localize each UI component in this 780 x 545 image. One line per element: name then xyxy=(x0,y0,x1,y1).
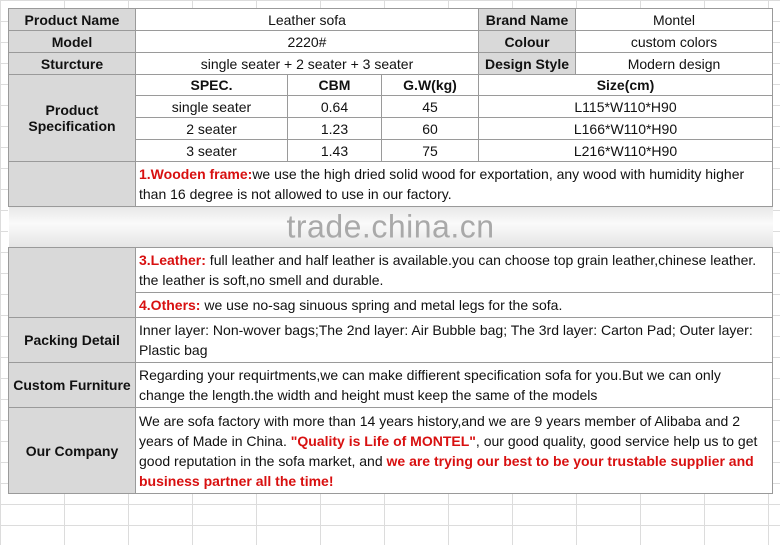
cbm-column-header: CBM xyxy=(288,75,382,96)
packing-detail-label: Packing Detail xyxy=(9,318,136,363)
features-label-cell xyxy=(9,162,136,207)
row-company xyxy=(9,408,773,494)
company-text-part-2: , our good quality, good service help us to get good reputation in the sofa market, and xyxy=(139,432,758,469)
product-specification-label: Product Specification xyxy=(9,75,136,162)
row-product-name xyxy=(9,9,773,31)
others-text xyxy=(136,293,773,318)
others-title: 4.Others: xyxy=(139,297,201,313)
spec-cell: 2 seater xyxy=(136,118,288,140)
cbm-cell: 0.64 xyxy=(288,96,382,118)
cbm-cell: 1.23 xyxy=(288,118,382,140)
size-cell: L115*W110*H90 xyxy=(479,96,773,118)
spec-header-row xyxy=(9,75,773,96)
gw-cell: 60 xyxy=(382,118,479,140)
spec-column-header: SPEC. xyxy=(136,75,288,96)
trade-china-watermark: trade.china.cn xyxy=(286,208,495,245)
spec-cell: single seater xyxy=(136,96,288,118)
spec-cell: 3 seater xyxy=(136,140,288,162)
row-packing xyxy=(9,318,773,363)
features-label-cell xyxy=(9,248,136,318)
gw-column-header: G.W(kg) xyxy=(382,75,479,96)
leather-title: 3.Leather: xyxy=(139,252,206,268)
gw-cell: 75 xyxy=(382,140,479,162)
structure-value: single seater + 2 seater + 3 seater xyxy=(136,53,479,75)
row-custom xyxy=(9,363,773,408)
company-text-part-1: We are sofa factory with more than 14 years history,and we are 9 years member of Alibaba and 2 years of Made in China. xyxy=(139,412,741,449)
company-closing: we are trying our best to be your trustable supplier and business partner all the time! xyxy=(139,452,754,489)
brand-name-value: Montel xyxy=(576,9,773,31)
design-style-label: Design Style xyxy=(479,53,576,75)
others-body: we use no-sag sinuous spring and metal legs for the sofa. xyxy=(200,297,563,313)
wooden-frame-body: we use the high dried solid wood for exportation, any wood with humidity higher than 16 degree is not allowed to use in our factory. xyxy=(139,166,745,202)
row-leather xyxy=(9,248,773,293)
cbm-cell: 1.43 xyxy=(288,140,382,162)
gw-cell: 45 xyxy=(382,96,479,118)
custom-furniture-text: Regarding your requirtments,we can make diffierent specification sofa for you.But we can only change the length.the width and height must keep the same of the models xyxy=(136,363,773,408)
watermark-row xyxy=(9,207,773,248)
colour-label: Colour xyxy=(479,31,576,53)
size-cell: L216*W110*H90 xyxy=(479,140,773,162)
size-column-header: Size(cm) xyxy=(479,75,773,96)
packing-detail-text: Inner layer: Non-wover bags;The 2nd layer: Air Bubble bag; The 3rd layer: Carton Pad; Outer layer: Plastic bag xyxy=(136,318,773,363)
model-label: Model xyxy=(9,31,136,53)
brand-name-label: Brand Name xyxy=(479,9,576,31)
our-company-text xyxy=(136,408,773,494)
wooden-frame-title: 1.Wooden frame: xyxy=(139,166,253,182)
product-name-value: Leather sofa xyxy=(136,9,479,31)
our-company-label: Our Company xyxy=(9,408,136,494)
wooden-frame-text xyxy=(136,162,773,207)
product-name-label: Product Name xyxy=(9,9,136,31)
custom-furniture-label: Custom Furniture xyxy=(9,363,136,408)
product-spec-table xyxy=(8,8,773,494)
size-cell: L166*W110*H90 xyxy=(479,118,773,140)
structure-label: Sturcture xyxy=(9,53,136,75)
watermark-band xyxy=(9,207,773,248)
design-style-value: Modern design xyxy=(576,53,773,75)
row-wooden-frame xyxy=(9,162,773,207)
company-quote: "Quality is Life of MONTEL" xyxy=(290,432,476,449)
model-value: 2220# xyxy=(136,31,479,53)
leather-body: full leather and half leather is available.you can choose top grain leather,chinese leather. the leather is soft,no smell and durable. xyxy=(139,252,757,288)
row-model xyxy=(9,31,773,53)
colour-value: custom colors xyxy=(576,31,773,53)
leather-text xyxy=(136,248,773,293)
row-structure xyxy=(9,53,773,75)
